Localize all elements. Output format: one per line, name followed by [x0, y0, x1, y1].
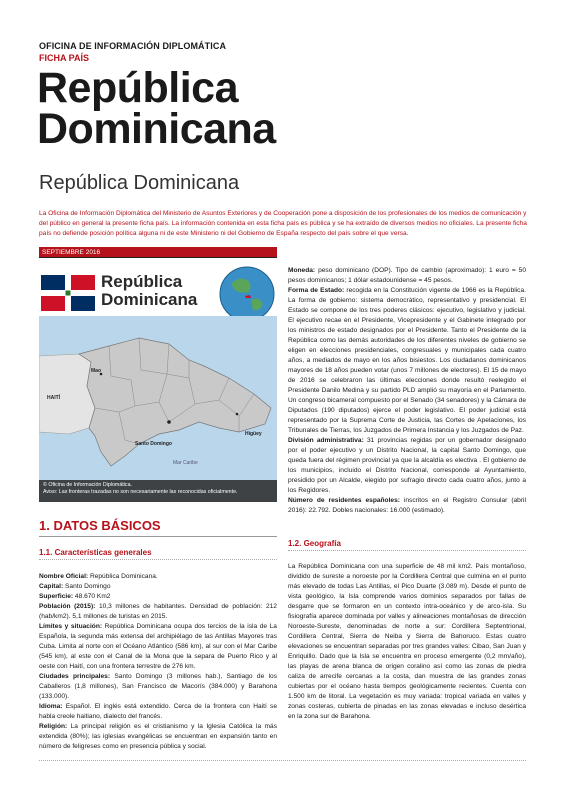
page-title-line1: República — [37, 64, 238, 112]
geography-text: La República Dominicana con una superficie de 48 mil km2. País montañoso, dividido de sureste a noroeste por la Cordillera Central que culmina en el punto más elevado de todas Las Antillas, el Pico Duarte (3.089 m). Desde el punto de vista geológico, la Isla comprende varios dominios separados por fallas de desgarre que se formaron en un contexto intra-oceánico y de arco-isla. Su fisiografía aparece dominada por valles y alineaciones montañosas de dirección Noroeste-Sureste, denominadas de norte a sur: Cordillera Septentrional, Cordillera Central, Sierra de Neiba y Sierra de Bahoruco. Estas cuatro elevaciones se encuentran separadas por tres grandes valles: Cibao, San Juan y Enriquillo. Dado que la Isla se encuentra en proceso emergente (0,2 mm/año), las playas de arena blanca de origen coralino así como las zonas de piedra caliza de arrecife cercanas a la costa, dan muestra de las grandes zonas cubiertas por el océano hasta tiempos geológicamente recientes. Cuenta con 1.500 km de litoral. La vegetación es muy variada: tropical variada en valles y zonas costeras, cubierta de pinadas en las zonas elevadas e incluso desértica en la zona sur de Barahona. — [288, 563, 526, 720]
language: Idioma: Español. El inglés está extendido. Cerca de la frontera con Haití se habla creole haitiano, dialecto del francés. — [39, 703, 277, 720]
official-name: Nombre Oficial: República Dominicana. — [39, 573, 158, 580]
map-title-line1: República — [101, 272, 183, 291]
subsection-divider — [39, 559, 277, 560]
office-name: OFICINA DE INFORMACIÓN DIPLOMÁTICA — [39, 41, 227, 51]
population: Población (2015): 10,3 millones de habitantes. Densidad de población: 212 (hab/km2). 5,1 millones de turistas en 2015. — [39, 603, 277, 620]
city-marker — [236, 413, 239, 416]
footer-divider — [39, 760, 526, 761]
map-drawing — [39, 316, 277, 502]
geography-title: 1.2. Geografía — [288, 539, 341, 548]
map-label-santo-domingo: Santo Domingo — [135, 441, 172, 447]
haiti-territory — [39, 354, 95, 434]
date-label: SEPTIEMBRE 2016 — [42, 249, 101, 256]
document-type: FICHA PAÍS — [39, 53, 90, 63]
administrative-division: División administrativa: 31 provincias regidas por un gobernador designado por el poder ejecutivo y un Distrito Nacional, la capital Santo Domingo, que queda fuera del régimen provincial ya que la alcaldía es electiva . El gobierno de los municipios, incluido el Distrito Nacional, corresponde al Ayuntamiento, presidido por un Alcalde, elegido por sufragio directo cada cuatro años, junto a los Regidores. — [288, 437, 526, 494]
country-map — [39, 262, 277, 502]
capital: Capital: Santo Domingo — [39, 583, 111, 590]
section-divider — [39, 536, 277, 537]
date-bar — [39, 247, 277, 258]
state-data-column — [288, 266, 526, 516]
map-title-line2: Dominicana — [101, 290, 198, 309]
map-label-higuey: Higüey — [245, 431, 262, 437]
globe-icon — [217, 264, 277, 324]
map-label-haiti: HAITÍ — [47, 395, 61, 401]
flag-icon — [41, 275, 95, 311]
intro-disclaimer: La Oficina de Información Diplomática del Ministerio de Asuntos Exteriores y de Cooperación pone a disposición de los profesionales de los medios de comunicación y del público en general la presente ficha país. La información contenida en esta ficha país es pública y se ha extraído de diversos medios no oficiales. La presente ficha país no defiende posición política alguna ni de este Ministerio ni del Gobierno de España respecto del país sobre el que versa. — [39, 210, 527, 237]
capital-marker — [167, 420, 171, 424]
map-footer — [39, 480, 277, 502]
map-label-sea: Mar Caribe — [173, 460, 198, 466]
section-title: 1. DATOS BÁSICOS — [39, 518, 161, 533]
map-title — [101, 273, 197, 309]
page-title-line2: Dominicana — [37, 105, 276, 153]
limits: Límites y situación: República Dominicana ocupa dos tercios de la isla de La Española, la segunda más extensa del archipiélago de las Antillas Mayores tras Cuba. Limita al norte con el Océano Atlántico (586 km), al sur con el Mar Caribe (545 km), al este con el Canal de la Mona que la separa de Puerto Rico y al oeste con Haití, con una frontera terrestre de 276 km. — [39, 623, 277, 670]
geography-divider — [288, 550, 526, 551]
map-copyright: © Oficina de Información Diplomática. — [43, 482, 132, 488]
basic-data-column — [39, 572, 277, 752]
state-form: Forma de Estado: recogida en la Constitución vigente de 1966 es la República. La forma de gobierno: sistema democrático, representativo y presidencial. El Estado se compone de los tres poderes clásicos: ejecutivo, legislativo y judicial. El ejecutivo recae en el Presidente, Vicepresidente y el Gabinete integrado por los ministros de estado designados por el Presidente. Tanto el Presidente de la República como las demás autoridades de los diferentes niveles de gobierno se eligen en elecciones presidenciales, congresuales y municipales cada cuatro años, a mediados de mayo en los años bisiestos. Los ciudadanos dominicanos mayores de 18 años pueden votar (unos 7 millones de electores). El 15 de mayo de 2016 se celebraron las últimas elecciones donde resultó reelegido el Presidente Danilo Medina y su partido PLD amplió su mayoría en el Parlamento. Un congreso bicameral compuesto por el Senado (34 senadores) y la Cámara de Diputados (190 diputados) ejerce el poder legislativo. El poder judicial está representado por la Suprema Corte de Justicia, las Cortes de Apelaciones, los Tribunales de Tierras, los Juzgados de Primera Instancia y los Juzgados de Paz. — [288, 287, 526, 434]
subsection-title: 1.1. Características generales — [39, 548, 152, 557]
map-header — [39, 262, 277, 316]
page-title — [37, 64, 276, 153]
map-label-mao: Mao — [91, 368, 101, 374]
spanish-residents: Número de residentes españoles: inscritos en el Registro Consular (abril 2016): 22.792. Dobles nacionales: 16.000 (estimado). — [288, 497, 526, 514]
currency: Moneda: peso dominicano (DOP). Tipo de cambio (aproximado): 1 euro = 50 pesos dominicanos; 1 dólar estadounidense = 45 pesos. — [288, 267, 526, 284]
surface: Superficie: 48.670 Km2 — [39, 593, 111, 600]
religion: Religión: La principal religión es el cristianismo y la Iglesia Católica la más extendida (80%); las iglesias evangélicas se encuentran en expansión tanto en número de feligreses como en presencia pública y social. — [39, 723, 277, 750]
page-subtitle: República Dominicana — [39, 172, 240, 194]
map-disclaimer: Aviso: Las fronteras trazadas no son necesariamente las reconocidas oficialmente. — [43, 489, 238, 495]
main-cities: Ciudades principales: Santo Domingo (3 millones hab.), Santiago de los Caballeros (1,8 millones), San Francisco de Macorís (384.000) y Barahona (133.000). — [39, 673, 277, 700]
